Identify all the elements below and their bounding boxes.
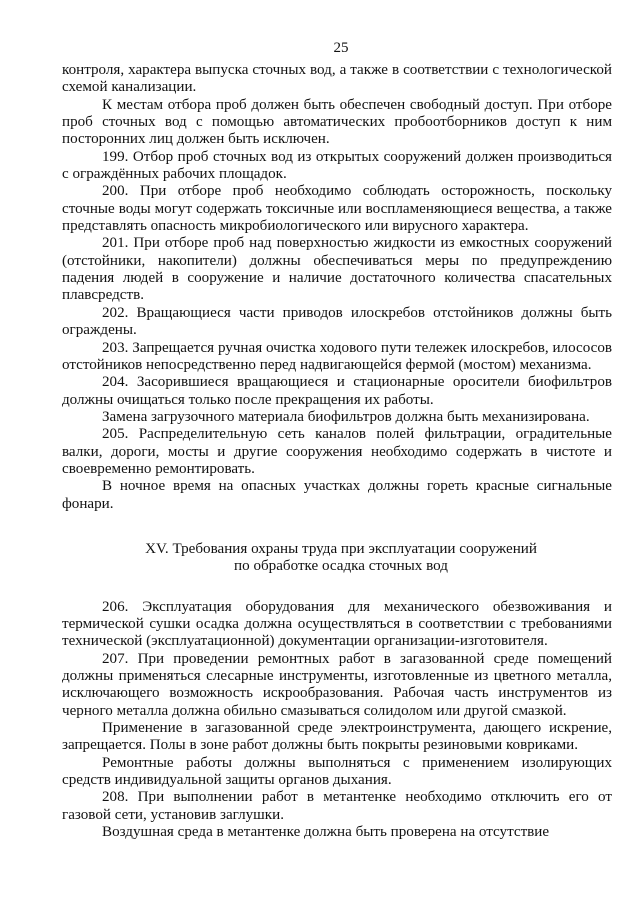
paragraph: В ночное время на опасных участках должны гореть красные сигнальные фонари. bbox=[62, 478, 612, 512]
paragraph: 206. Эксплуатация оборудования для механического обезвоживания и термической сушки осадка должна осуществляться в соответствии с требованиями технической (эксплуатационной) документации организации-изготовителя. bbox=[62, 598, 612, 650]
paragraph: Применение в загазованной среде электроинструмента, дающего искрение, запрещается. Полы в зоне работ должны быть покрыты резиновыми ковриками. bbox=[62, 720, 612, 754]
paragraph: К местам отбора проб должен быть обеспечен свободный доступ. При отборе проб сточных вод с помощью автоматических пробоотборников доступ к ним посторонних лиц должен быть исключен. bbox=[62, 96, 612, 148]
paragraph: 204. Засорившиеся вращающиеся и стационарные оросители биофильтров должны очищаться только после прекращения их работы. bbox=[62, 374, 612, 408]
paragraph: 208. При выполнении работ в метантенке необходимо отключить его от газовой сети, установив заглушки. bbox=[62, 789, 612, 823]
paragraph: 207. При проведении ремонтных работ в загазованной среде помещений должны применяться слесарные инструменты, изготовленные из цветного металла, исключающего возможность искрообразования. Рабочая часть инструментов из черного металла должна обильно смазываться солидолом или другой смазкой. bbox=[62, 650, 612, 719]
page-number: 25 bbox=[333, 40, 349, 56]
paragraph: Воздушная среда в метантенке должна быть проверена на отсутствие bbox=[102, 824, 550, 841]
paragraph: Ремонтные работы должны выполняться с применением изолирующих средств индивидуальной защиты органов дыхания. bbox=[62, 754, 612, 789]
paragraph: 200. При отборе проб необходимо соблюдать осторожность, поскольку сточные воды могут содержать токсичные или воспламеняющиеся вещества, а также представлять опасность микробиологического или вирусного характера. bbox=[62, 183, 612, 235]
body-text-before bbox=[62, 62, 612, 513]
section-heading-line: по обработке осадка сточных вод bbox=[234, 558, 448, 575]
section-heading bbox=[62, 541, 612, 576]
paragraph: 205. Распределительную сеть каналов полей фильтрации, оградительные валки, дороги, мосты и другие сооружения необходимо содержать в чистоте и своевременно ремонтировать. bbox=[62, 426, 612, 477]
paragraph: 203. Запрещается ручная очистка ходового пути тележек илоскребов, илососов отстойников непосредственно перед надвигающейся фермой (мостом) механизма. bbox=[62, 339, 612, 373]
body-text-after bbox=[62, 599, 612, 842]
paragraph: 199. Отбор проб сточных вод из открытых сооружений должен производиться с ограждённых рабочих площадок. bbox=[62, 148, 612, 183]
paragraph: 201. При отборе проб над поверхностью жидкости из емкостных сооружений (отстойники, накопители) должны обеспечиваться меры по предупреждению падения людей в сооружение и наличие достаточного количества спасательных плавсредств. bbox=[62, 235, 612, 304]
paragraph: 202. Вращающиеся части приводов илоскребов отстойников должны быть ограждены. bbox=[62, 304, 612, 339]
section-heading-line: XV. Требования охраны труда при эксплуатации сооружений bbox=[145, 540, 537, 557]
paragraph: контроля, характера выпуска сточных вод, а также в соответствии с технологической схемой канализации. bbox=[62, 62, 612, 96]
paragraph: Замена загрузочного материала биофильтров должна быть механизирована. bbox=[102, 408, 590, 425]
